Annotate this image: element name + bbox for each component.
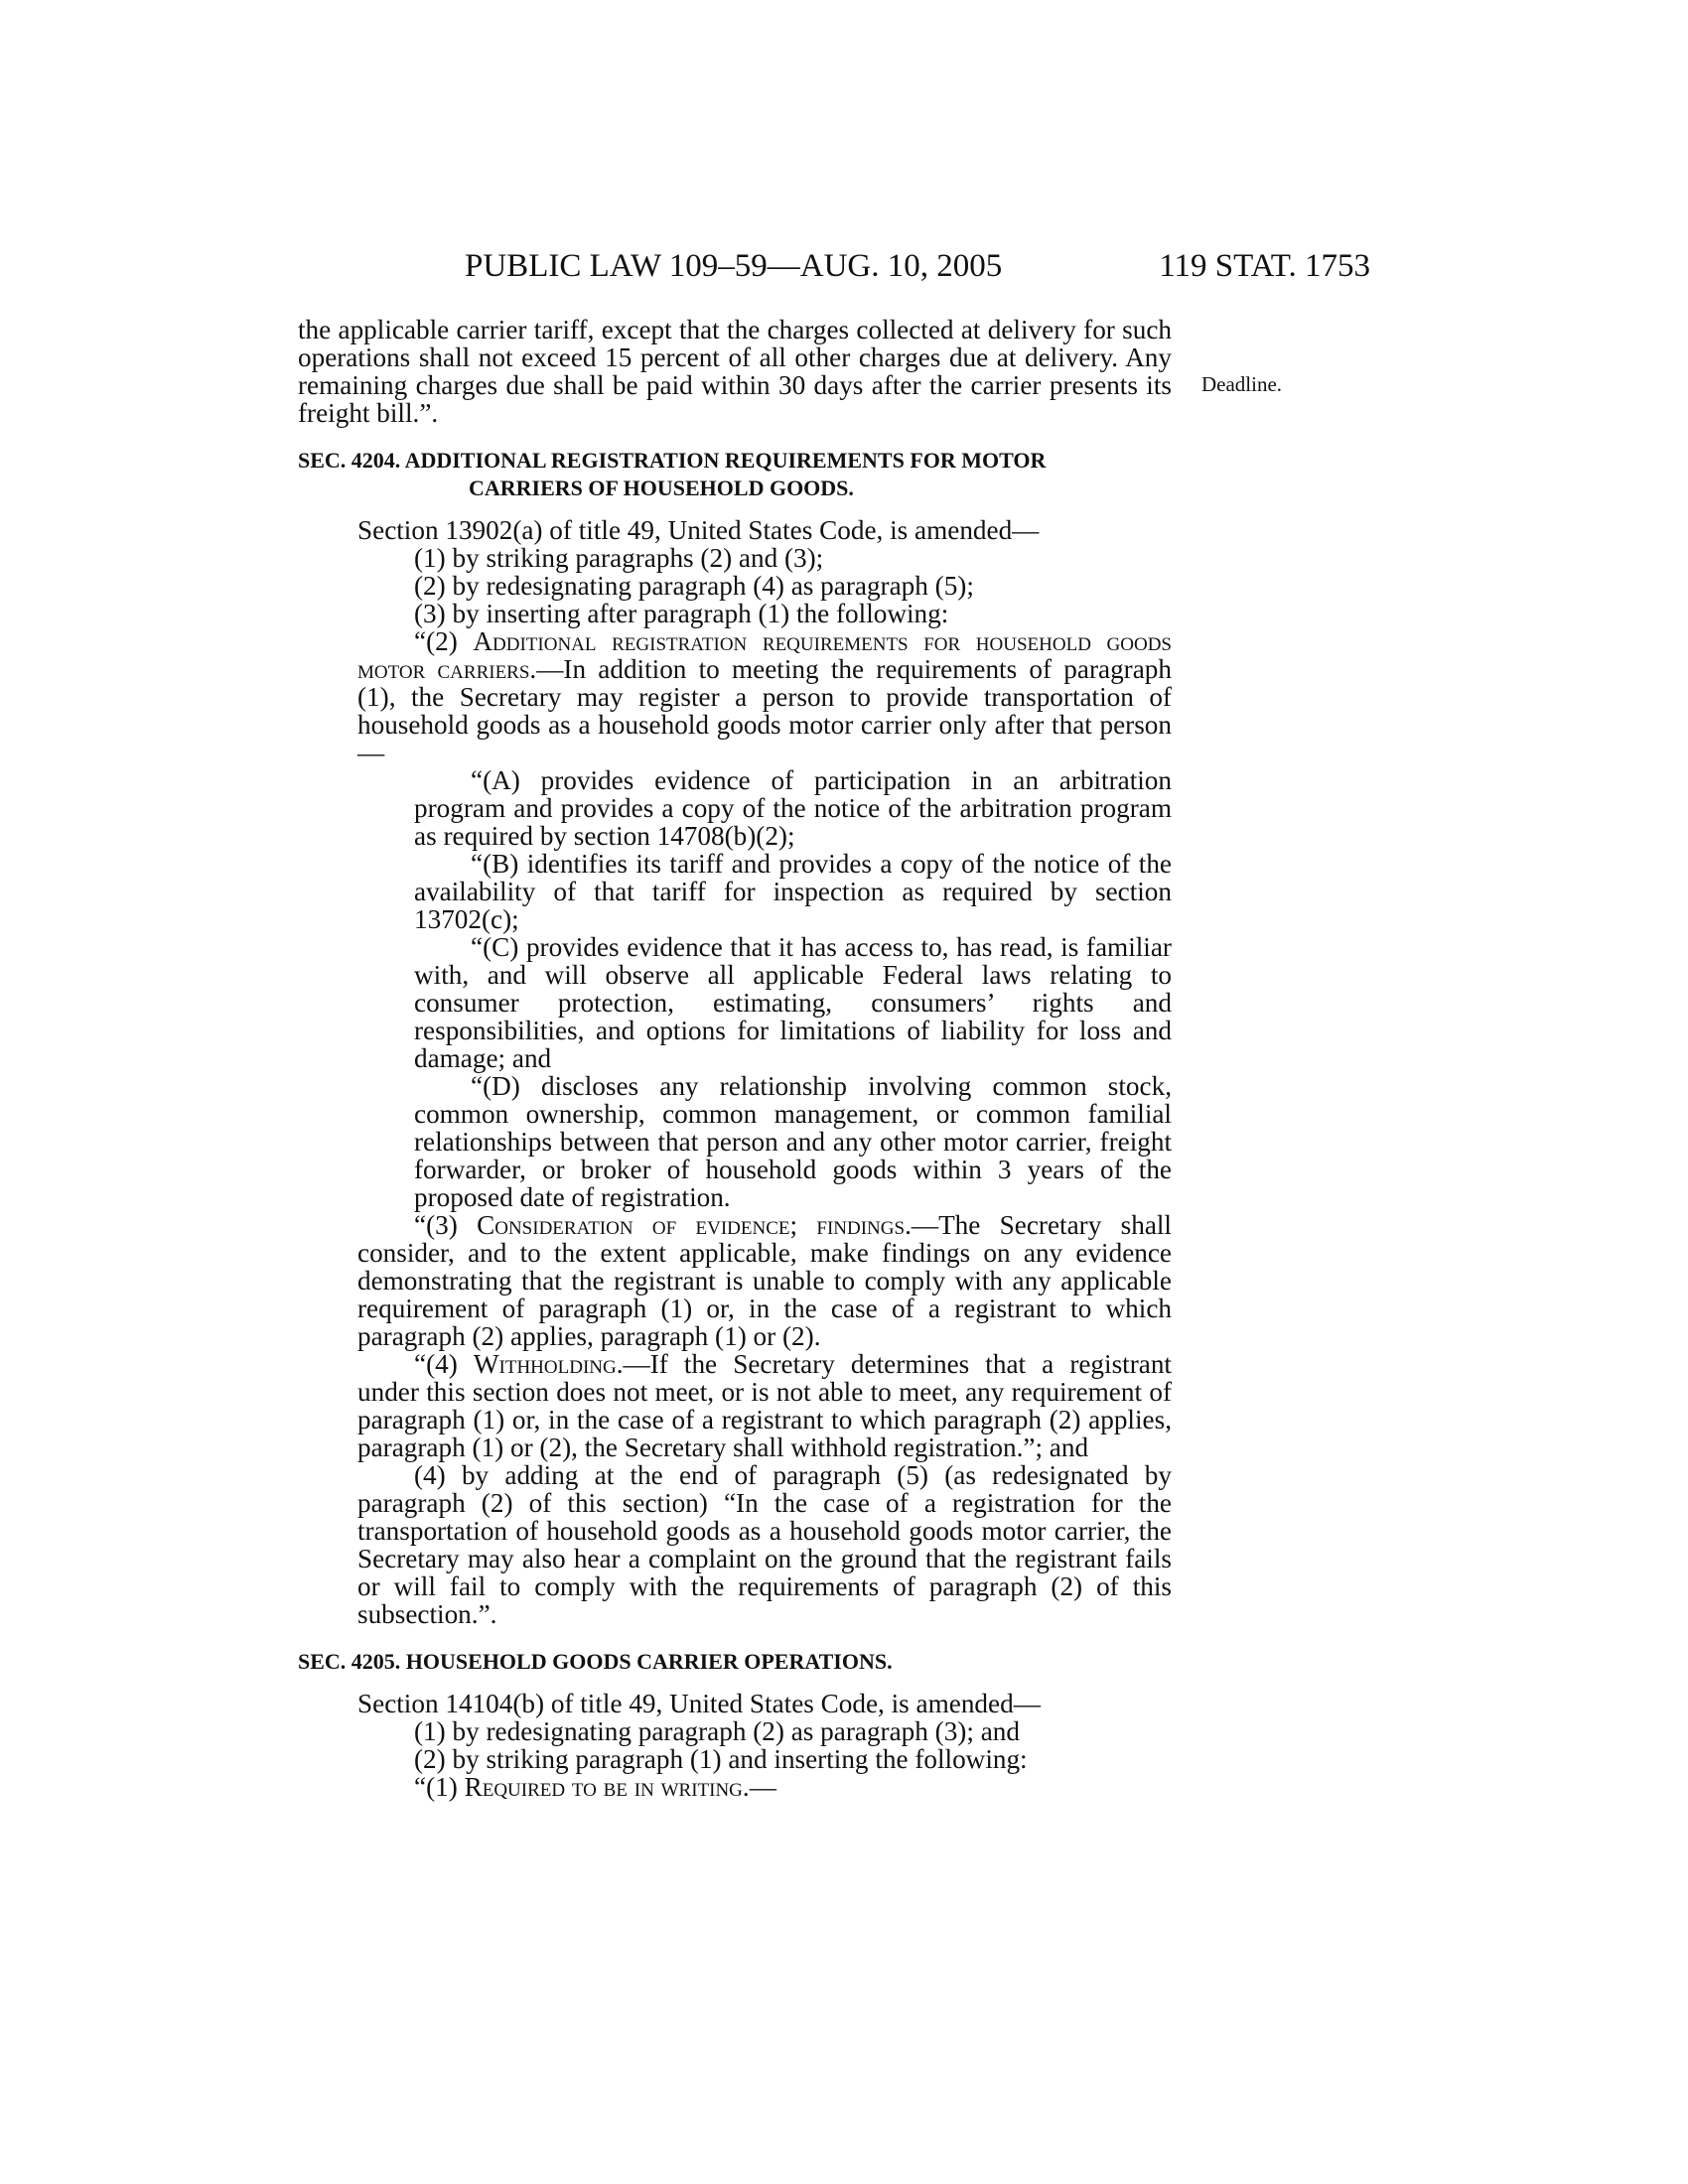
section-4204-heading-line1: SEC. 4204. ADDITIONAL REGISTRATION REQUIREMENTS FOR MOTOR xyxy=(298,448,1047,473)
section-4204-item-1: (1) by striking paragraphs (2) and (3); xyxy=(414,543,824,573)
subparagraph-c: “(C) provides evidence that it has access to, has read, is familiar with, and will observe all applicable Federal laws relating to consumer protection, estimating, consumers’ rights and responsibilities, and options for limitations of liability for loss and damage; and xyxy=(414,932,1172,1073)
paragraph-3-text: —The Secretary shall consider, and to the extent applicable, make findings on any evidence demonstrating that the registrant is unable to comply with any applicable requirement of paragraph (1) or, in the case of a registrant to which paragraph (2) applies, paragraph (1) or (2). xyxy=(357,1210,1172,1351)
paragraph-4-caption: Withholding. xyxy=(473,1349,624,1379)
section-4205-intro: Section 14104(b) of title 49, United States Code, is amended— xyxy=(357,1689,1041,1718)
paragraph-3-caption: Consideration of evidence; findings. xyxy=(477,1210,912,1240)
section-4205-item-2: (2) by striking paragraph (1) and inserting the following: xyxy=(414,1744,1028,1774)
paragraph-4-open: “(4) xyxy=(414,1349,474,1379)
section-4204-heading xyxy=(298,447,1172,502)
paragraph-2-text: —In addition to meeting the requirements of paragraph (1), the Secretary may register a person to provide transportation of household goods as a household goods motor carrier only after that person— xyxy=(357,654,1172,767)
section-4204-heading-line2: CARRIERS OF HOUSEHOLD GOODS. xyxy=(469,476,854,500)
paragraph-3-open: “(3) xyxy=(414,1210,478,1240)
paragraph-4-text: —If the Secretary determines that a registrant under this section does not meet, or is not able to meet, any requirement of paragraph (1) or, in the case of a registrant to which paragraph (2) applies, paragraph (1) or (2), the Secretary shall withhold registration.”; and xyxy=(357,1349,1172,1462)
margin-note-deadline: Deadline. xyxy=(1201,372,1283,396)
section-4205-paragraph-1 xyxy=(298,1773,1172,1801)
section-4204-item-2: (2) by redesignating paragraph (4) as paragraph (5); xyxy=(414,571,974,601)
paragraph-2-additional-registration xyxy=(298,627,1172,766)
subparagraph-d: “(D) discloses any relationship involving common stock, common ownership, common management, or common familial relationships between that person and any other motor carrier, freight forwarder, or broker of household goods within 3 years of the proposed date of registration. xyxy=(414,1071,1172,1212)
paragraph-1-open: “(1) xyxy=(414,1772,465,1802)
document-body xyxy=(298,316,1172,1801)
paragraph-1-dash: — xyxy=(749,1772,776,1802)
section-4204-intro: Section 13902(a) of title 49, United States Code, is amended— xyxy=(357,515,1040,545)
opening-paragraph: the applicable carrier tariff, except that the charges collected at delivery for such operations shall not exceed 15 percent of all other charges due at delivery. Any remaining charges due shall be paid within 30 days after the carrier presents its freight bill.”. xyxy=(298,315,1172,428)
section-4205-heading: SEC. 4205. HOUSEHOLD GOODS CARRIER OPERATIONS. xyxy=(298,1649,893,1674)
running-header-title: PUBLIC LAW 109–59—AUG. 10, 2005 xyxy=(465,248,1003,284)
section-4205-item-1: (1) by redesignating paragraph (2) as paragraph (3); and xyxy=(414,1716,1020,1746)
section-4204-item-3: (3) by inserting after paragraph (1) the following: xyxy=(414,599,949,628)
paragraph-1-caption: Required to be in writing. xyxy=(464,1772,750,1802)
paragraph-2-caption: Additional registration requirements for household goods motor carriers. xyxy=(357,626,1172,684)
paragraph-4-withholding xyxy=(298,1350,1172,1461)
section-4204-item-4: (4) by adding at the end of paragraph (5) (as redesignated by paragraph (2) of this section) “In the case of a registration for the transportation of household goods as a household goods motor carrier, the Secretary may also hear a complaint on the ground that the registrant fails or will fail to comply with the requirements of paragraph (2) of this subsection.”. xyxy=(357,1460,1172,1629)
subparagraph-a: “(A) provides evidence of participation in an arbitration program and provides a copy of the notice of the arbitration program as required by section 14708(b)(2); xyxy=(414,765,1172,851)
paragraph-3-consideration xyxy=(298,1211,1172,1350)
paragraph-2-open: “(2) xyxy=(414,626,474,656)
subparagraph-b: “(B) identifies its tariff and provides a copy of the notice of the availability of that tariff for inspection as required by section 13702(c); xyxy=(414,849,1172,934)
running-header-stat: 119 STAT. 1753 xyxy=(1159,248,1370,284)
